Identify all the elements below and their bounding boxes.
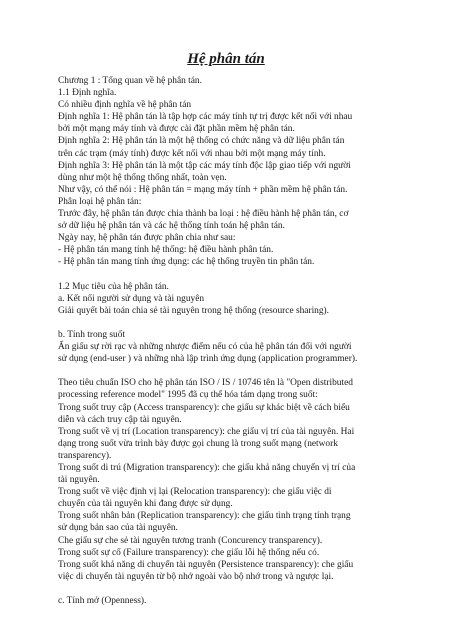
text-line: sử dụng bản sao của tài nguyên. bbox=[58, 523, 178, 534]
text-line: tài nguyên. bbox=[58, 475, 100, 486]
text-line: Định nghĩa 1: Hệ phân tán là tập hợp các máy tính tự trị được kết nối với nhau bbox=[58, 112, 353, 123]
text-line: Ẩn giấu sự rời rạc và những nhược điểm nếu có của hệ phân tán đối với người bbox=[58, 342, 352, 353]
text-line: Theo tiêu chuẩn ISO cho hệ phân tán ISO / IS / 10746 tên là "Open distributed bbox=[58, 378, 353, 389]
text-line: Trong suốt nhân bản (Replication transparency): che giấu tình trạng tính trạng bbox=[58, 511, 351, 522]
text-line: Che giấu sự che sẻ tài nguyên tương tranh (Concurency transparency). bbox=[58, 535, 323, 546]
text-line: sử dụng (end-user ) và những nhà lập trình ứng dụng (application programmer). bbox=[58, 354, 358, 365]
text-line: trên các trạm (máy tính) được kết nối với nhau bởi một mạng máy tính. bbox=[58, 148, 326, 159]
text-line: sở dữ liệu hệ phân tán và các hệ thống tính toán hệ phân tán. bbox=[58, 221, 285, 232]
text-line: dạng trong suốt vừa trình bày được gọi chung là trong suốt mạng (network bbox=[58, 438, 338, 449]
text-line: Trong suốt về việc định vị lại (Relocation transparency): che giấu việc di bbox=[58, 487, 332, 498]
text-line: Định nghĩa 3: Hệ phân tán là một tập các máy tính độc lập giao tiếp với người bbox=[58, 160, 351, 171]
text-line: processing reference model" 1995 đã cụ thể hóa tám dạng trong suốt: bbox=[58, 390, 318, 401]
text-line: diễn và cách truy cập tài nguyên. bbox=[58, 414, 182, 425]
document-title: Hệ phân tán bbox=[187, 51, 265, 67]
document-body bbox=[58, 75, 398, 607]
blank-line bbox=[58, 269, 398, 281]
text-line: Trong suốt khả năng di chuyển tài nguyên (Persistence transparency): che giấu bbox=[58, 559, 354, 570]
text-line: bởi một mạng máy tính và được cài đặt phần mềm hệ phân tán. bbox=[58, 124, 295, 135]
text-line: 1.1 Định nghĩa. bbox=[58, 88, 117, 99]
text-line: Như vậy, có thể nói : Hệ phân tán = mạng máy tính + phần mềm hệ phân tán. bbox=[58, 184, 348, 195]
blank-line bbox=[58, 583, 398, 595]
text-line: Trong suốt truy cập (Access transparency): che giấu sự khác biệt về cách biểu bbox=[58, 402, 350, 413]
text-line: Định nghĩa 2: Hệ phân tán là một hệ thống có chức năng và dữ liệu phân tán bbox=[58, 136, 345, 147]
text-line: Trong suốt di trú (Migration transparency): che giấu khả năng chuyển vị trí của bbox=[58, 463, 356, 473]
text-line: Chương 1 : Tổng quan về hệ phân tán. bbox=[58, 76, 202, 86]
text-line: 1.2 Mục tiêu của hệ phân tán. bbox=[58, 281, 169, 292]
text-line: Ngày nay, hệ phân tán được phân chia như sau: bbox=[58, 233, 236, 244]
text-line: - Hệ phân tán mang tính hệ thống: hệ điều hành phân tán. bbox=[58, 245, 274, 256]
text-line: chuyển của tài nguyên khi đang được sử dụng. bbox=[58, 499, 233, 510]
text-line: dùng như một hệ thống thống nhất, toàn vẹn. bbox=[58, 172, 227, 183]
text-line: transparency). bbox=[58, 450, 112, 461]
blank-line bbox=[58, 317, 398, 329]
text-line: a. Kết nối người sử dụng và tài nguyên bbox=[58, 293, 205, 304]
text-line: c. Tính mở (Openness). bbox=[58, 596, 147, 607]
text-line: - Hệ phân tán mang tính ứng dụng: các hệ thống truyền tin phân tán. bbox=[58, 257, 315, 268]
text-line: Phân loại hệ phân tán: bbox=[58, 196, 142, 207]
text-line: b. Tính trong suốt bbox=[58, 329, 126, 340]
text-line: Có nhiều định nghĩa về hệ phân tán bbox=[58, 100, 192, 111]
text-line: việc di chuyển tài nguyên từ bộ nhớ ngoài vào bộ nhớ trong và ngược lại. bbox=[58, 571, 334, 582]
text-line: Trước đây, hệ phân tán được chia thành ba loại : hệ điều hành hệ phân tán, cơ bbox=[58, 209, 349, 220]
text-line: Trong suốt sự cố (Failure transparency): che giấu lỗi hệ thống nếu có. bbox=[58, 547, 320, 558]
text-line: Trong suốt về vị trí (Location transparency): che giấu vị trí của tài nguyên. Hai bbox=[58, 426, 355, 437]
blank-line bbox=[58, 365, 398, 377]
text-line: Giải quyết bài toán chia sẻ tài nguyên trong hệ thống (resource sharing). bbox=[58, 305, 330, 316]
